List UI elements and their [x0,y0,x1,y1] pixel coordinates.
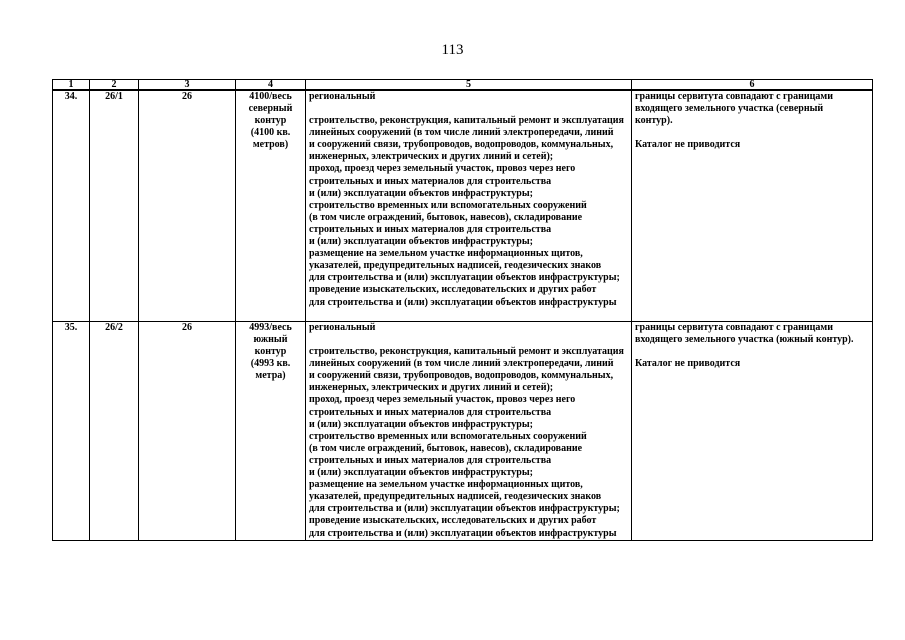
purpose-line: для строительства и (или) эксплуатации объектов инфраструктуры; [309,272,620,284]
purpose-line: строительство временных или вспомогательных сооружений [309,199,587,211]
catalog-note: Каталог не приводится [635,358,741,370]
purpose-line: проход, проезд через земельный участок, провоз через него [309,163,576,175]
notes-cell [632,90,873,322]
purpose-line: строительных и иных материалов для строительства [309,175,552,187]
purpose-cell [306,90,632,322]
header-col-1: 1 [53,80,90,91]
area-line: южный [253,334,288,346]
purpose-line: размещение на земельном участке информационных щитов, [309,248,583,260]
purpose-line: строительство, реконструкция, капитальный ремонт и эксплуатация [309,115,624,127]
area-line: 4100/весь [249,91,292,102]
table-header-row [53,80,873,91]
purpose-line: линейных сооружений (в том числе линий электропередачи, линий [309,127,614,139]
header-col-2: 2 [90,80,139,91]
area-line: северный [248,103,293,115]
table-row [53,90,873,322]
area-line: (4100 кв. [250,127,291,139]
area-cell [236,90,306,322]
notes-cell [632,322,873,541]
purpose-line: проведение изыскательских, исследовательских и других работ [309,284,597,296]
purpose-line: проведение изыскательских, исследовательских и других работ [309,515,597,527]
servitude-code: 26/1 [90,90,139,322]
area-line: контур [254,115,287,127]
servitude-table [52,79,873,541]
purpose-line: строительных и иных материалов для строительства [309,406,552,418]
purpose-line: линейных сооружений (в том числе линий электропередачи, линий [309,358,614,370]
notes-line: контур). [635,115,673,127]
catalog-note: Каталог не приводится [635,139,741,151]
notes-line: границы сервитута совпадают с границами [635,322,833,333]
notes-line: входящего земельного участка (южный контур). [635,334,854,346]
table-row [53,322,873,541]
purpose-line: и (или) эксплуатации объектов инфраструктуры; [309,467,533,479]
purpose-title: региональный [309,322,376,333]
purpose-line: строительство временных или вспомогательных сооружений [309,430,587,442]
parcel-ref: 26 [139,90,236,322]
header-col-3: 3 [139,80,236,91]
purpose-line: (в том числе ограждений, бытовок, навесов), складирование [309,442,583,454]
purpose-line: строительных и иных материалов для строительства [309,223,552,235]
purpose-line: инженерных, электрических и других линий и сетей); [309,382,554,394]
purpose-line: и (или) эксплуатации объектов инфраструктуры; [309,236,533,248]
purpose-line: и (или) эксплуатации объектов инфраструктуры; [309,418,533,430]
purpose-line: строительство, реконструкция, капитальный ремонт и эксплуатация [309,346,624,358]
area-line: метра) [255,370,286,382]
area-line: 4993/весь [249,322,292,333]
area-line: контур [254,346,287,358]
purpose-line: для строительства и (или) эксплуатации объектов инфраструктуры; [309,503,620,515]
row-number: 35. [53,322,90,541]
purpose-line: для строительства и (или) эксплуатации объектов инфраструктуры [309,527,617,539]
purpose-title: региональный [309,91,376,102]
purpose-line: указателей, предупредительных надписей, геодезических знаков [309,260,602,272]
header-col-6: 6 [632,80,873,91]
parcel-ref: 26 [139,322,236,541]
purpose-line: (в том числе ограждений, бытовок, навесов), складирование [309,211,583,223]
row-number: 34. [53,90,90,322]
purpose-line: размещение на земельном участке информационных щитов, [309,479,583,491]
purpose-cell [306,322,632,541]
notes-line: границы сервитута совпадают с границами [635,91,833,102]
purpose-line: и сооружений связи, трубопроводов, водопроводов, коммунальных, [309,139,614,151]
area-line: метров) [252,139,289,151]
purpose-line: указателей, предупредительных надписей, геодезических знаков [309,491,602,503]
notes-line: входящего земельного участка (северный [635,103,824,115]
purpose-line: для строительства и (или) эксплуатации объектов инфраструктуры [309,296,617,308]
area-line: (4993 кв. [250,358,291,370]
purpose-line: и сооружений связи, трубопроводов, водопроводов, коммунальных, [309,370,614,382]
purpose-line: проход, проезд через земельный участок, провоз через него [309,394,576,406]
purpose-line: инженерных, электрических и других линий и сетей); [309,151,554,163]
servitude-code: 26/2 [90,322,139,541]
page-number: 113 [441,42,464,58]
header-col-4: 4 [236,80,306,91]
purpose-line: строительных и иных материалов для строительства [309,454,552,466]
purpose-line: и (или) эксплуатации объектов инфраструктуры; [309,187,533,199]
area-cell [236,322,306,541]
header-col-5: 5 [306,80,632,91]
